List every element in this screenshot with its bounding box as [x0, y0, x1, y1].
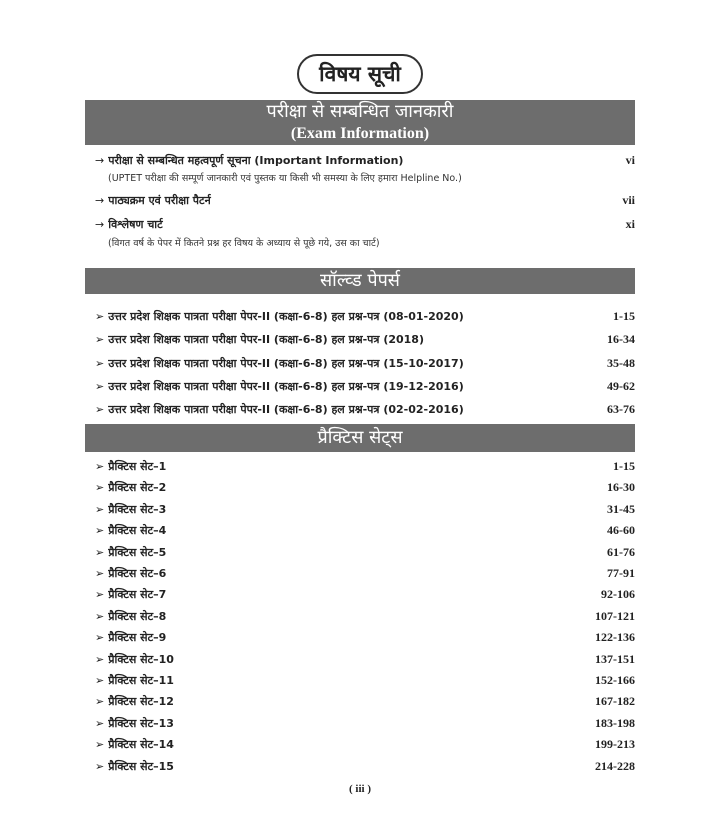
toc-entry: [95, 652, 635, 667]
toc-entry-page: 122-136: [595, 630, 635, 645]
exam-section-subheading: (Exam Information): [290, 125, 430, 142]
toc-entry-label: उत्तर प्रदेश शिक्षक पात्रता परीक्षा पेपर-II (कक्षा-6-8) हल प्रश्न-पत्र (2018): [108, 333, 424, 347]
toc-entry-left: [95, 480, 166, 495]
bullet-arrow-icon: ➢: [95, 403, 105, 417]
toc-entry-page: xi: [625, 217, 635, 231]
toc-entry-label: प्रैक्टिस सेट–7: [108, 588, 167, 602]
toc-entry-page: 107-121: [595, 608, 635, 623]
toc-entry-page: 1-15: [613, 459, 635, 473]
toc-entry-label: प्रैक्टिस सेट–8: [108, 609, 167, 623]
toc-entry-page: 46-60: [607, 523, 635, 538]
toc-entry-label: प्रैक्टिस सेट–1: [108, 460, 167, 473]
toc-entry: [95, 566, 635, 581]
toc-entry-left: [95, 402, 464, 417]
toc-entry-page: 61-76: [607, 544, 635, 559]
toc-entry-label: प्रैक्टिस सेट–13: [108, 716, 174, 730]
bullet-arrow-icon: ➢: [95, 631, 105, 645]
toc-entry: [95, 480, 635, 495]
title-wrap: [0, 54, 720, 94]
toc-entry: [95, 716, 635, 731]
toc-entry: [95, 609, 635, 624]
toc-entry: [95, 379, 635, 394]
toc-entry-page: 16-34: [607, 332, 635, 347]
toc-entry: [95, 737, 635, 752]
toc-entry-label: प्रैक्टिस सेट–3: [108, 502, 167, 516]
toc-entry: [95, 587, 635, 602]
toc-entry-page: 183-198: [595, 715, 635, 730]
bullet-arrow-icon: ➢: [95, 310, 105, 323]
toc-entry-page: vii: [622, 193, 635, 207]
toc-entry: [95, 356, 635, 371]
toc-entry-label: विश्लेषण चार्ट: [108, 218, 163, 231]
toc-entry-left: [95, 193, 211, 208]
toc-entry: [95, 523, 635, 538]
bullet-arrow-icon: ➢: [95, 738, 105, 752]
bullet-arrow-icon: ➢: [95, 460, 105, 473]
toc-entry-left: [95, 459, 166, 474]
bullet-arrow-icon: ➢: [95, 759, 105, 773]
toc-entry-label: प्रैक्टिस सेट–12: [108, 695, 174, 709]
bullet-arrow-icon: ➢: [95, 481, 105, 495]
bullet-arrow-icon: ➢: [95, 502, 105, 516]
bullet-arrow-icon: ➢: [95, 333, 105, 347]
toc-entry-left: [95, 502, 166, 517]
toc-entry-note: (UPTET परीक्षा की सम्पूर्ण जानकारी एवं पुस्तक या किसी भी समस्या के लिए हमारा Helpline No.): [108, 173, 462, 184]
toc-entry-left: [95, 153, 403, 168]
bullet-arrow-icon: ➢: [95, 609, 105, 623]
toc-entry-label: प्रैक्टिस सेट–10: [108, 652, 174, 666]
toc-entry-left: [95, 545, 166, 560]
bullet-arrow-icon: →: [95, 154, 105, 167]
toc-entry: [95, 402, 635, 417]
toc-entry-left: [95, 694, 174, 709]
toc-entry-page: 92-106: [601, 587, 635, 602]
toc-entry-label: प्रैक्टिस सेट–11: [108, 674, 174, 687]
toc-entry: [95, 630, 635, 645]
toc-entry: [95, 332, 635, 347]
toc-entry: [95, 193, 635, 208]
bullet-arrow-icon: ➢: [95, 545, 105, 559]
bullet-arrow-icon: ➢: [95, 356, 105, 370]
toc-entry-left: [95, 716, 174, 731]
bullet-arrow-icon: ➢: [95, 695, 105, 709]
toc-entry-page: 77-91: [607, 566, 635, 580]
bullet-arrow-icon: ➢: [95, 716, 105, 730]
toc-entry-page: 49-62: [607, 378, 635, 393]
toc-entry-left: [95, 566, 166, 581]
toc-entry-page: 137-151: [595, 651, 635, 666]
bullet-arrow-icon: ➢: [95, 567, 105, 580]
page-title: विषय सूची: [297, 54, 423, 94]
toc-entry-left: [95, 217, 163, 232]
toc-entry-page: 35-48: [607, 355, 635, 370]
bullet-arrow-icon: ➢: [95, 588, 105, 602]
toc-entry-left: [95, 652, 174, 667]
toc-entry-left: [95, 309, 464, 324]
exam-section-band: [85, 100, 635, 145]
bullet-arrow-icon: ➢: [95, 524, 105, 538]
toc-entry-left: [95, 673, 174, 688]
toc-entry-label: प्रैक्टिस सेट–4: [108, 524, 167, 538]
solved-section-heading: सॉल्व्ड पेपर्स: [320, 270, 400, 291]
toc-entry: [95, 217, 635, 232]
exam-section-heading: परीक्षा से सम्बन्धित जानकारी: [266, 101, 454, 122]
toc-entry-page: 214-228: [595, 758, 635, 773]
page-number-footer: ( iii ): [349, 783, 371, 795]
toc-entry: [95, 759, 635, 774]
toc-entry-label: उत्तर प्रदेश शिक्षक पात्रता परीक्षा पेपर-II (कक्षा-6-8) हल प्रश्न-पत्र (19-12-2016): [108, 379, 464, 393]
toc-entry: [95, 153, 635, 168]
solved-section-band: [85, 268, 635, 294]
toc-entry-page: 167-182: [595, 694, 635, 709]
toc-entry-label: उत्तर प्रदेश शिक्षक पात्रता परीक्षा पेपर-II (कक्षा-6-8) हल प्रश्न-पत्र (15-10-2017): [108, 356, 464, 370]
bullet-arrow-icon: ➢: [95, 674, 105, 687]
toc-entry-page: 1-15: [613, 309, 635, 323]
toc-entry-left: [95, 332, 424, 347]
toc-entry-page: vi: [625, 153, 635, 167]
toc-entry-left: [95, 356, 464, 371]
toc-entry: [95, 459, 635, 474]
bullet-arrow-icon: ➢: [95, 379, 105, 393]
toc-entry-page: 16-30: [607, 480, 635, 495]
toc-entry: [95, 545, 635, 560]
toc-entry: [95, 309, 635, 324]
toc-entry-page: 31-45: [607, 501, 635, 516]
toc-entry: [95, 502, 635, 517]
toc-entry-left: [95, 379, 464, 394]
toc-entry-left: [95, 587, 166, 602]
toc-entry-label: उत्तर प्रदेश शिक्षक पात्रता परीक्षा पेपर-II (कक्षा-6-8) हल प्रश्न-पत्र (08-01-2020): [108, 310, 464, 323]
toc-entry-label: प्रैक्टिस सेट–14: [108, 738, 174, 752]
toc-entry-left: [95, 609, 166, 624]
practice-section-band: [85, 424, 635, 452]
toc-entry-page: 152-166: [595, 673, 635, 687]
practice-section-heading: प्रैक्टिस सेट्स: [317, 427, 403, 448]
toc-entry-label: परीक्षा से सम्बन्धित महत्वपूर्ण सूचना (Important Information): [108, 154, 404, 167]
toc-entry-page: 63-76: [607, 402, 635, 417]
toc-entry-left: [95, 630, 166, 645]
toc-entry-label: प्रैक्टिस सेट–5: [108, 545, 167, 559]
toc-entry: [95, 673, 635, 688]
toc-entry-label: प्रैक्टिस सेट–2: [108, 481, 167, 495]
toc-entry-note: (विगत वर्ष के पेपर में कितने प्रश्न हर विषय के अध्याय से पूछे गये, उस का चार्ट): [108, 238, 380, 249]
toc-entry-label: प्रैक्टिस सेट–9: [108, 631, 167, 645]
toc-entry-left: [95, 523, 166, 538]
bullet-arrow-icon: →: [95, 218, 105, 231]
toc-entry-label: पाठ्यक्रम एवं परीक्षा पैटर्न: [108, 194, 211, 207]
toc-entry-label: प्रैक्टिस सेट–15: [108, 759, 174, 773]
toc-entry-left: [95, 737, 174, 752]
bullet-arrow-icon: ➢: [95, 652, 105, 666]
toc-entry-left: [95, 759, 174, 774]
toc-entry-label: उत्तर प्रदेश शिक्षक पात्रता परीक्षा पेपर-II (कक्षा-6-8) हल प्रश्न-पत्र (02-02-2016): [108, 403, 464, 417]
toc-entry: [95, 694, 635, 709]
toc-entry-page: 199-213: [595, 737, 635, 752]
toc-entry-label: प्रैक्टिस सेट–6: [108, 567, 167, 580]
bullet-arrow-icon: →: [95, 194, 105, 207]
